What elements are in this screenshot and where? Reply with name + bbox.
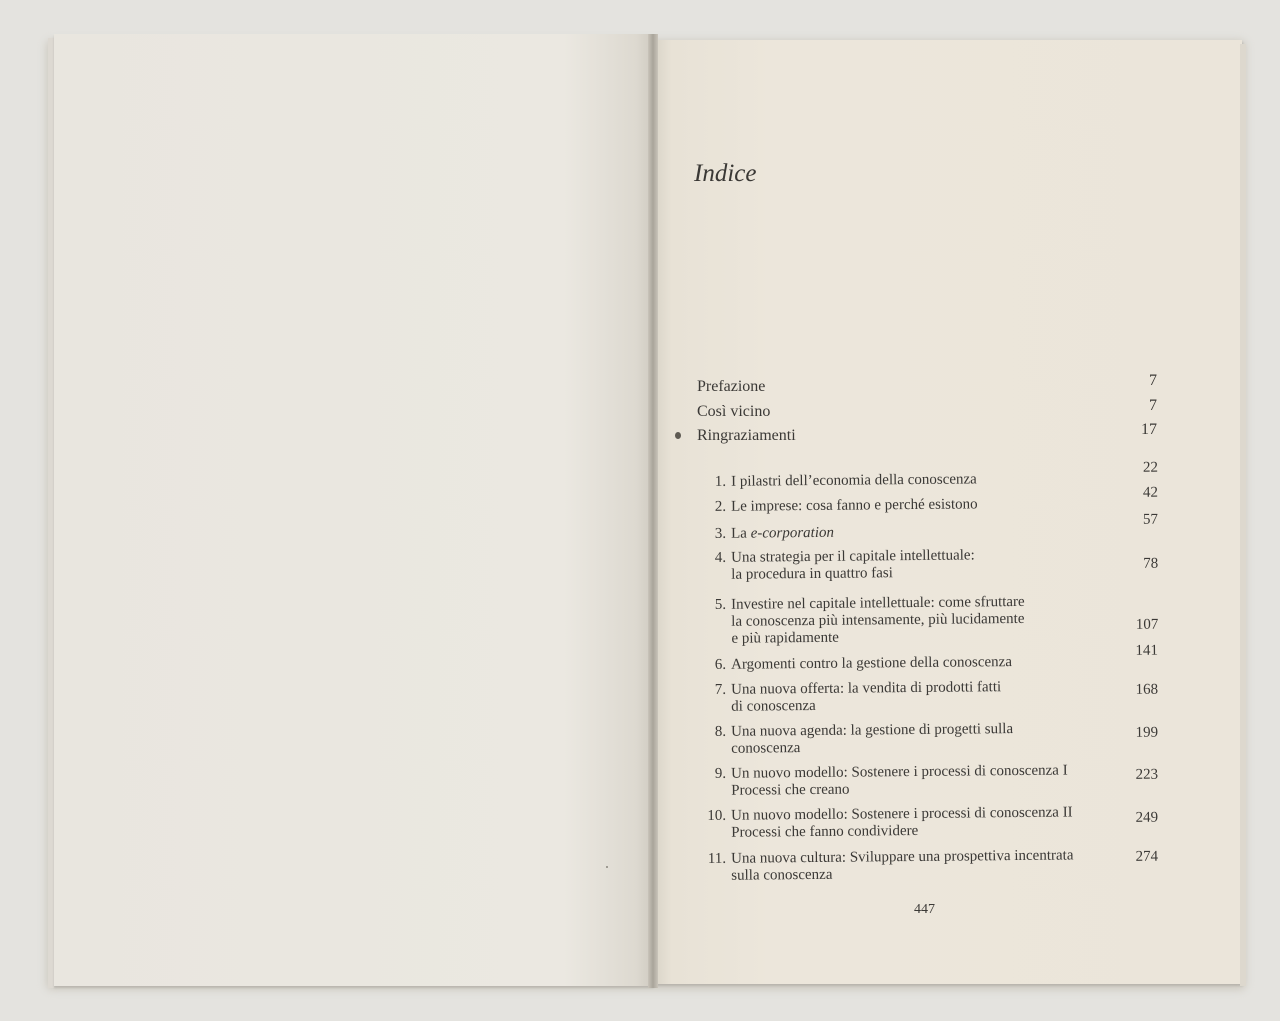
chapter-page: 199 — [1135, 724, 1159, 741]
chapter-title — [731, 470, 1111, 491]
chapter-title-line: Le imprese: cosa fanno e perché esistono — [730, 496, 978, 515]
chapter-page: 22 — [1142, 459, 1159, 476]
chapter-title — [731, 678, 1111, 716]
chapter-page: 249 — [1135, 809, 1159, 826]
toc-front-label: Così vicino — [697, 403, 771, 420]
chapter-title-line: di conoscenza — [731, 697, 816, 715]
chapter-number: 8. — [714, 723, 727, 740]
chapter-title-line: e più rapidamente — [731, 629, 839, 647]
toc-front-page: 7 — [1149, 397, 1157, 414]
book-gutter — [648, 34, 658, 988]
toc-front-page: 17 — [1141, 421, 1157, 438]
chapter-page: 274 — [1135, 848, 1159, 865]
chapter-page: 107 — [1135, 616, 1159, 633]
chapter-page: 141 — [1135, 642, 1159, 659]
chapter-number: 3. — [714, 525, 727, 542]
chapter-number: 2. — [714, 498, 727, 515]
chapter-number: 10. — [707, 807, 727, 824]
toc-chapter-9 — [706, 762, 1158, 800]
ink-speck — [606, 866, 608, 868]
chapter-number: 5. — [714, 596, 727, 613]
toc-front-page: 7 — [1149, 372, 1157, 389]
toc-chapter-11 — [706, 847, 1158, 885]
chapter-title-line: Processi che fanno condividere — [731, 822, 919, 841]
chapter-title-line: la procedura in quattro fasi — [731, 565, 893, 583]
chapter-page: 42 — [1142, 484, 1159, 501]
chapter-title — [731, 593, 1111, 648]
toc-front-prefazione — [697, 372, 1157, 396]
chapter-number: 7. — [714, 681, 727, 698]
chapter-title — [731, 495, 1111, 516]
chapter-title-line: conoscenza — [731, 740, 801, 757]
chapter-number: 4. — [714, 549, 727, 566]
chapter-title-line: I pilastri dell’economia della conoscenza — [730, 471, 977, 490]
chapter-title — [731, 847, 1111, 885]
toc-front-ringraziamenti — [697, 421, 1157, 445]
chapter-title — [731, 522, 1111, 543]
chapter-title-line: Processi che creano — [731, 781, 850, 799]
chapter-title-italic: e-corporation — [750, 524, 835, 542]
chapter-number: 6. — [714, 656, 727, 673]
toc-chapter-7 — [706, 678, 1158, 716]
chapter-title — [731, 653, 1111, 674]
chapter-title-line: Un nuovo modello: Sostenere i processi di conoscenza II — [730, 804, 1073, 824]
chapter-title-line: Una nuova agenda: la gestione di progetti sulla — [730, 721, 1014, 740]
chapter-title-line: la conoscenza più intensamente, più lucidamente — [731, 610, 1025, 630]
toc-chapter-5 — [706, 593, 1158, 648]
chapter-title-line: Investire nel capitale intellettuale: come sfruttare — [730, 593, 1025, 613]
chapter-title-line: Un nuovo modello: Sostenere i processi di conoscenza I — [730, 762, 1068, 782]
chapter-page: 168 — [1135, 681, 1159, 698]
chapter-title — [731, 546, 1111, 584]
chapter-title-line: Una nuova offerta: la vendita di prodotti fatti — [730, 679, 1002, 698]
chapter-title — [731, 804, 1111, 842]
page-number: 447 — [914, 902, 935, 917]
chapter-title — [731, 720, 1111, 758]
toc-front-label: Prefazione — [697, 378, 766, 395]
chapter-number: 1. — [714, 473, 727, 490]
chapter-page: 223 — [1135, 766, 1159, 783]
chapter-page: 78 — [1143, 555, 1159, 572]
toc-title: Indice — [694, 160, 757, 187]
ink-speck — [675, 432, 681, 439]
toc-front-label: Ringraziamenti — [697, 427, 796, 444]
left-page-blank — [54, 34, 654, 986]
toc-chapter-10 — [706, 804, 1158, 842]
chapter-title-prefix: La — [730, 525, 751, 542]
chapter-title-line: Una strategia per il capitale intellettuale: — [730, 547, 975, 566]
chapter-number: 9. — [714, 765, 727, 782]
chapter-page: 57 — [1142, 511, 1159, 528]
chapter-title-line: Argomenti contro la gestione della conoscenza — [730, 654, 1013, 673]
chapter-title — [731, 762, 1111, 800]
chapter-title-line: Una nuova cultura: Sviluppare una prospettiva incentrata — [730, 847, 1074, 867]
chapter-number: 11. — [707, 850, 727, 867]
right-fore-edge — [1240, 44, 1246, 986]
toc-chapter-4 — [706, 546, 1158, 584]
toc-chapter-8 — [706, 720, 1158, 758]
chapter-title-line: sulla conoscenza — [731, 866, 833, 884]
toc-front-cosi-vicino — [697, 397, 1157, 421]
